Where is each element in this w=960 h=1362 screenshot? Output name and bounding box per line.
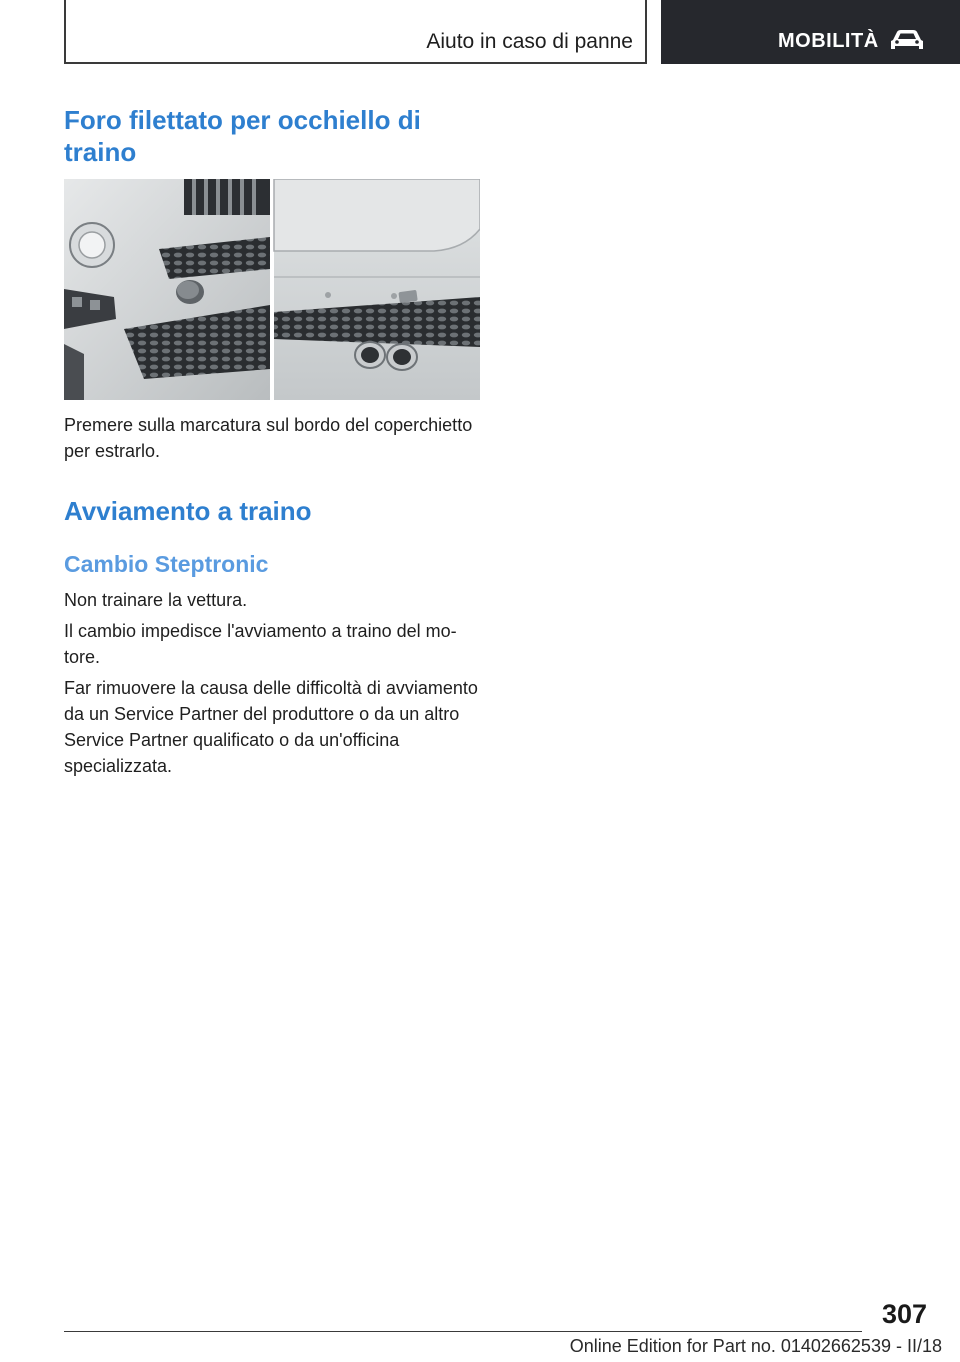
header-chapter-title: MOBILITÀ xyxy=(778,30,879,52)
paragraph-service: Far rimuovere la causa delle difficoltà di avviamento da un Service Partner del produttore o da un altro Service Partner qualificato o da un'officina specializzata. xyxy=(64,678,478,776)
section-heading-tow-start: Avviamento a traino xyxy=(64,496,312,526)
header-chapter-box xyxy=(661,0,960,64)
subsection-heading-steptronic: Cambio Steptronic xyxy=(64,551,269,577)
section-heading-tow-eye: Foro filettato per occhiello di traino xyxy=(64,105,421,167)
header-section-title: Aiuto in caso di panne xyxy=(426,30,633,53)
page-number: 307 xyxy=(881,1299,927,1329)
bumper-illustration xyxy=(64,179,480,400)
car-icon xyxy=(889,27,925,53)
paragraph-no-tow: Non trainare la vettura. xyxy=(64,590,248,610)
paragraph-gearbox: Il cambio impedisce l'avviamento a traino del motore. xyxy=(64,621,457,667)
footer-divider xyxy=(64,1331,862,1332)
footer-edition: Online Edition for Part no. 01402662539 - II/18 xyxy=(569,1336,942,1356)
header-section-box xyxy=(64,0,647,64)
figure-caption: Premere sulla marcatura sul bordo del coperchietto per estrarlo. xyxy=(64,415,473,461)
